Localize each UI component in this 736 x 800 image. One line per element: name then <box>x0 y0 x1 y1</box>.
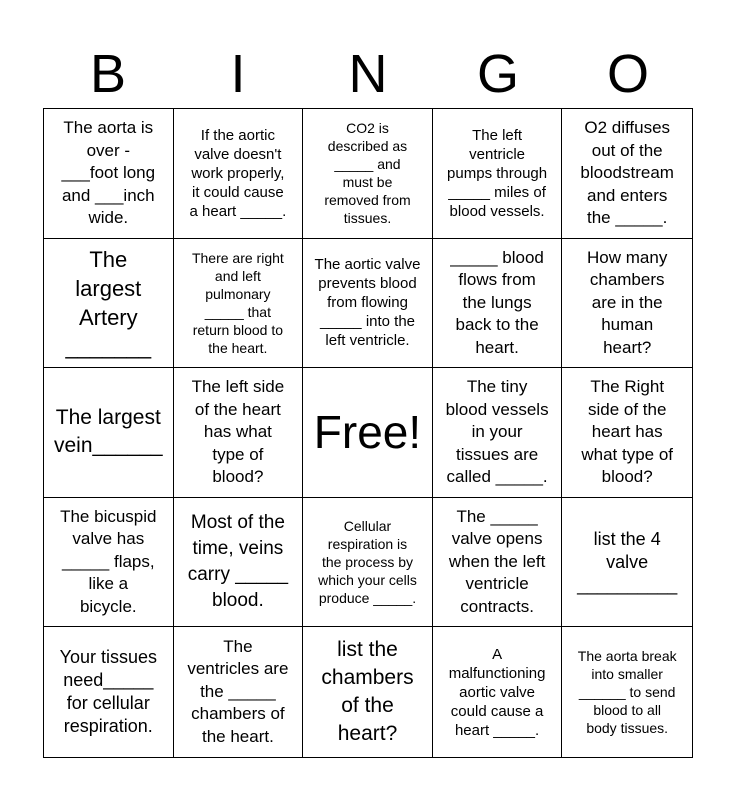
bingo-cell-r2c2[interactable] <box>174 239 304 369</box>
bingo-cell-r3c1[interactable] <box>44 368 174 498</box>
bingo-cell-text: If the aortic valve doesn't work properly, it could cause a heart _____. <box>189 126 287 220</box>
header-letter-n: N <box>348 44 388 104</box>
bingo-cell-text: _____ blood flows from the lungs back to the heart. <box>450 247 544 357</box>
bingo-cell-text: Your tissues need_____ for cellular respiration. <box>59 647 157 737</box>
bingo-cell-r4c1[interactable] <box>44 498 174 628</box>
bingo-cell-r3c5[interactable] <box>562 368 692 498</box>
header-letter-g: G <box>476 44 519 104</box>
bingo-cell-text: The tiny blood vessels in your tissues are called _____. <box>445 377 549 487</box>
header-letter-b: B <box>89 44 127 104</box>
bingo-cell-text: The ventricles are the _____ chambers of the heart. <box>187 636 289 746</box>
bingo-header <box>43 44 693 104</box>
bingo-cell-r4c3[interactable] <box>303 498 433 628</box>
header-letter-o: O <box>606 44 649 104</box>
bingo-cell-text: The aorta break into smaller ______ to send blood to all body tissues. <box>577 648 677 737</box>
bingo-cell-text: There are right and left pulmonary _____ that return blood to the heart. <box>191 249 284 356</box>
bingo-cell-text: The bicuspid valve has _____ flaps, like a bicycle. <box>60 506 157 616</box>
bingo-cell-text: How many chambers are in the human heart? <box>587 247 668 357</box>
bingo-cell-r2c5[interactable] <box>562 239 692 369</box>
bingo-cell-text: list the 4 valve __________ <box>577 528 678 595</box>
bingo-cell-r5c2[interactable] <box>174 627 304 757</box>
bingo-cell-text: CO2 is described as _____ and must be removed from tissues. <box>324 120 411 227</box>
bingo-cell-text: list the chambers of the heart? <box>321 638 414 746</box>
bingo-cell-r3c2[interactable] <box>174 368 304 498</box>
bingo-cell-r1c4[interactable] <box>433 109 563 239</box>
bingo-cell-text: The left ventricle pumps through _____ miles of blood vessels. <box>447 126 548 220</box>
bingo-cell-r5c3[interactable] <box>303 627 433 757</box>
bingo-cell-r2c1[interactable] <box>44 239 174 369</box>
bingo-cell-r1c3[interactable] <box>303 109 433 239</box>
bingo-cell-text: The largest Artery _______ <box>65 246 152 359</box>
bingo-cell-r3c4[interactable] <box>433 368 563 498</box>
bingo-cell-r4c5[interactable] <box>562 498 692 628</box>
bingo-cell-text: Most of the time, veins carry _____ blood. <box>187 512 289 612</box>
bingo-cell-r1c5[interactable] <box>562 109 692 239</box>
free-space-label: Free! <box>313 406 422 459</box>
bingo-card-grid <box>43 108 693 758</box>
bingo-cell-text: The aorta is over - ___foot long and ___inch wide. <box>61 118 156 228</box>
bingo-cell-r4c2[interactable] <box>174 498 304 628</box>
bingo-cell-text: Cellular respiration is the process by which your cells produce _____. <box>318 518 417 607</box>
header-letter-i: I <box>230 44 246 104</box>
bingo-cell-text: A malfunctioning aortic valve could cause a heart _____. <box>448 645 546 739</box>
bingo-cell-text: The _____ valve opens when the left ventricle contracts. <box>448 506 546 616</box>
bingo-cell-r4c4[interactable] <box>433 498 563 628</box>
bingo-cell-text: The Right side of the heart has what type of blood? <box>581 377 674 487</box>
bingo-cell-r2c4[interactable] <box>433 239 563 369</box>
bingo-cell-text: The largest vein______ <box>53 406 163 458</box>
bingo-cell-text: The left side of the heart has what type of blood? <box>191 377 285 487</box>
bingo-cell-r5c1[interactable] <box>44 627 174 757</box>
bingo-cell-text: The aortic valve prevents blood from flowing _____ into the left ventricle. <box>314 256 421 350</box>
bingo-cell-r1c1[interactable] <box>44 109 174 239</box>
bingo-cell-r5c4[interactable] <box>433 627 563 757</box>
bingo-cell-r5c5[interactable] <box>562 627 692 757</box>
bingo-cell-free[interactable] <box>303 368 433 498</box>
bingo-cell-text: O2 diffuses out of the bloodstream and enters the _____. <box>580 118 674 228</box>
bingo-cell-r2c3[interactable] <box>303 239 433 369</box>
bingo-cell-r1c2[interactable] <box>174 109 304 239</box>
